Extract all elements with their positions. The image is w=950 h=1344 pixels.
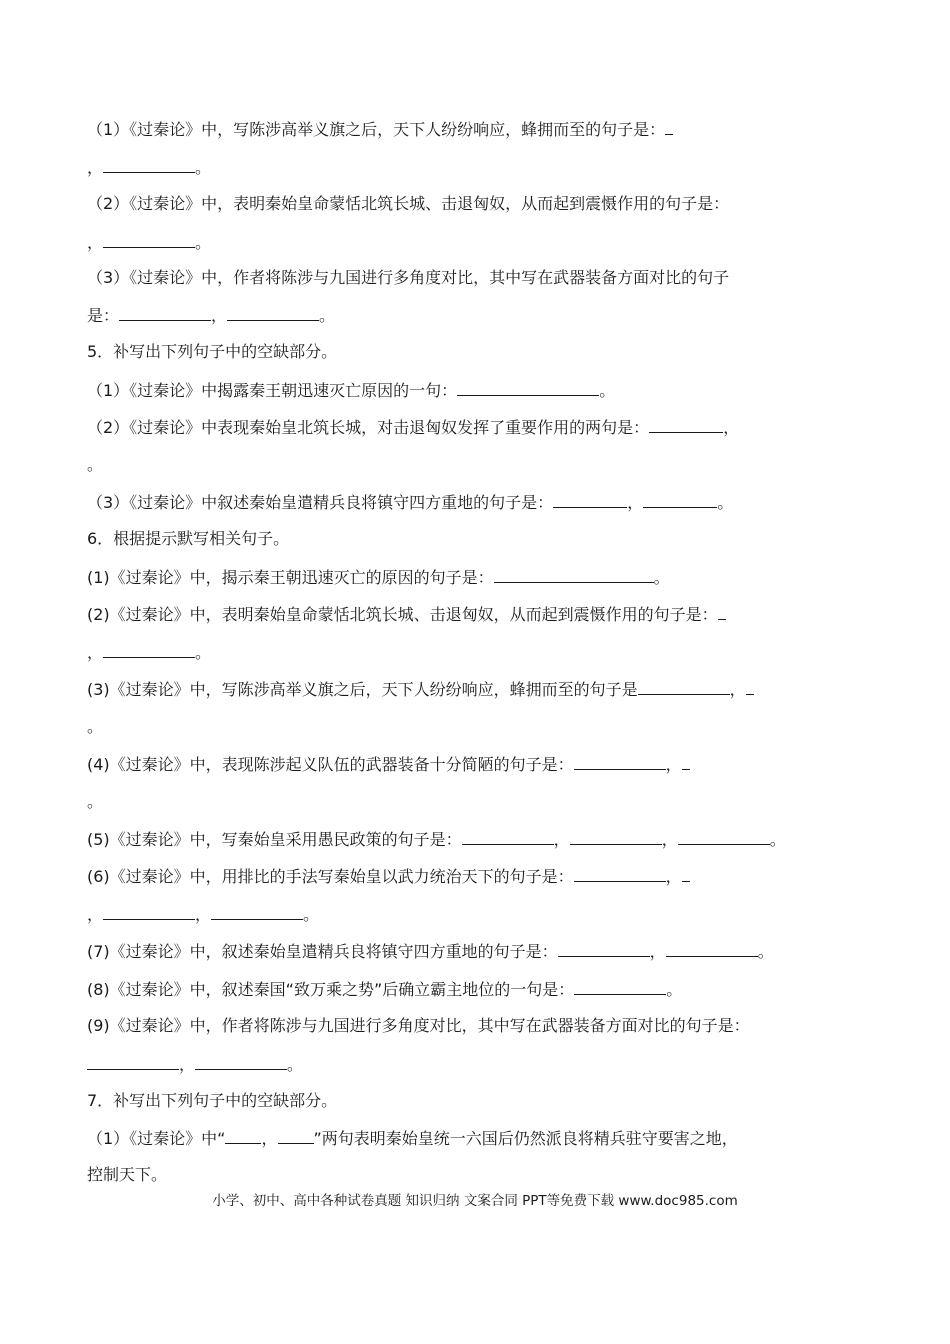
question-line: (6)《过秦论》中，用排比的手法写秦始皇以武力统治天下的句子是： ，: [87, 866, 864, 887]
answer-blank[interactable]: [638, 679, 730, 695]
answer-blank[interactable]: [211, 904, 303, 920]
question-line: （1）《过秦论》中，写陈涉高举义旗之后，天下人纷纷响应，蜂拥而至的句子是：: [87, 119, 864, 140]
answer-blank[interactable]: [682, 866, 690, 882]
answer-blank[interactable]: [574, 866, 666, 882]
question-line: （3）《过秦论》中叙述秦始皇遣精兵良将镇守四方重地的句子是： ， 。: [87, 493, 734, 512]
question-line: 。: [87, 717, 104, 736]
answer-blank[interactable]: [718, 604, 726, 620]
answer-blank[interactable]: [666, 941, 758, 957]
question-line: (8)《过秦论》中，叙述秦国“致万乘之势”后确立霸主地位的一句是： 。: [87, 980, 683, 999]
section-heading: 6．根据提示默写相关句子。: [87, 529, 290, 548]
answer-blank[interactable]: [103, 642, 195, 658]
answer-blank[interactable]: [643, 492, 717, 508]
answer-blank[interactable]: [119, 305, 211, 321]
answer-blank[interactable]: [494, 567, 654, 583]
question-line: (7)《过秦论》中，叙述秦始皇遣精兵良将镇守四方重地的句子是： ， 。: [87, 942, 774, 961]
answer-blank[interactable]: [225, 1128, 261, 1144]
answer-blank[interactable]: [103, 157, 195, 173]
question-line: ， 。: [87, 643, 212, 662]
question-line: (4)《过秦论》中，表现陈涉起义队伍的武器装备十分简陋的句子是： ，: [87, 754, 864, 775]
answer-blank[interactable]: [746, 679, 754, 695]
answer-blank[interactable]: [649, 417, 723, 433]
question-line: (9)《过秦论》中，作者将陈涉与九国进行多角度对比，其中写在武器装备方面对比的句子是：: [87, 1016, 750, 1035]
section-heading: 7．补写出下列句子中的空缺部分。: [87, 1091, 338, 1110]
question-line: ， 。: [87, 1054, 864, 1075]
answer-blank[interactable]: [678, 829, 770, 845]
question-line: ， 。: [87, 158, 212, 177]
answer-blank[interactable]: [574, 979, 666, 995]
question-line: (1)《过秦论》中，揭示秦王朝迅速灭亡的原因的句子是： 。: [87, 568, 670, 587]
answer-blank[interactable]: [103, 904, 195, 920]
question-line: （2）《过秦论》中，表明秦始皇命蒙恬北筑长城、击退匈奴，从而起到震慑作用的句子是：: [87, 194, 730, 213]
question-line: (3)《过秦论》中，写陈涉高举义旗之后，天下人纷纷响应，蜂拥而至的句子是 ，: [87, 679, 864, 700]
question-line: （1）《过秦论》中“ ， ”两句表明秦始皇统一六国后仍然派良将精兵驻守要害之地，: [87, 1129, 738, 1148]
question-line: 。: [87, 455, 104, 474]
question-line: （2）《过秦论》中表现秦始皇北筑长城，对击退匈奴发挥了重要作用的两句是： ，: [87, 418, 740, 437]
answer-blank[interactable]: [87, 1054, 179, 1070]
question-line: (2)《过秦论》中，表明秦始皇命蒙恬北筑长城、击退匈奴，从而起到震慑作用的句子是：: [87, 604, 864, 625]
answer-blank[interactable]: [665, 119, 673, 135]
answer-blank[interactable]: [682, 754, 690, 770]
question-line: （1）《过秦论》中揭露秦王朝迅速灭亡原因的一句： 。: [87, 381, 616, 400]
question-line: ， 。: [87, 233, 212, 252]
answer-blank[interactable]: [103, 232, 195, 248]
answer-blank[interactable]: [574, 754, 666, 770]
section-heading: 5．补写出下列句子中的空缺部分。: [87, 342, 338, 361]
answer-blank[interactable]: [227, 305, 319, 321]
question-line: (5)《过秦论》中，写秦始皇采用愚民政策的句子是： ， ， 。: [87, 830, 786, 849]
answer-blank[interactable]: [558, 941, 650, 957]
answer-blank[interactable]: [462, 829, 554, 845]
question-line: （3）《过秦论》中，作者将陈涉与九国进行多角度对比，其中写在武器装备方面对比的句子: [87, 268, 730, 287]
answer-blank[interactable]: [570, 829, 662, 845]
answer-blank[interactable]: [457, 380, 599, 396]
answer-blank[interactable]: [195, 1054, 287, 1070]
question-line: 控制天下。: [87, 1165, 168, 1184]
question-line: 是： ， 。: [87, 306, 336, 325]
question-line: 。: [87, 792, 104, 811]
answer-blank[interactable]: [553, 492, 627, 508]
question-line: ， ， 。: [87, 905, 320, 924]
page-footer: 小学、初中、高中各种试卷真题 知识归纳 文案合同 PPT等免费下载 www.doc985.com: [212, 1193, 738, 1209]
answer-blank[interactable]: [278, 1128, 314, 1144]
